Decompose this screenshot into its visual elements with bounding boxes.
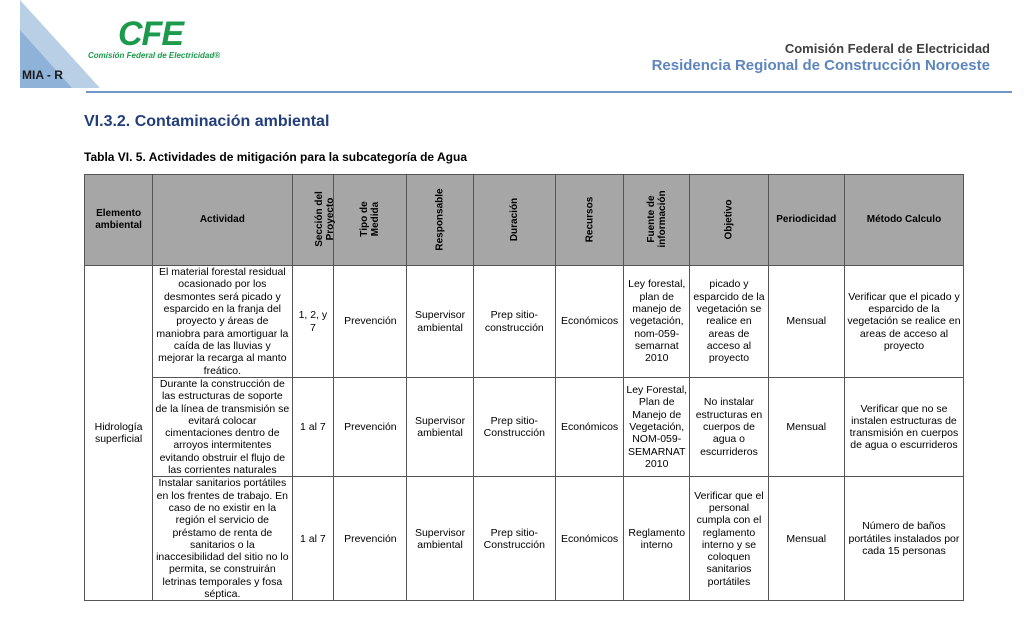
cell-objetivo: Verificar que el personal cumpla con el reglamento interno y se coloquen sanitarios portátiles <box>690 477 768 601</box>
cell-periodicidad: Mensual <box>768 477 844 601</box>
col-header-responsable: Responsable <box>407 175 473 266</box>
table-row <box>85 266 964 378</box>
cell-fuente: Ley Forestal, Plan de Manejo de Vegetación, NOM-059-SEMARNAT 2010 <box>624 378 690 477</box>
cell-metodo: Verificar que no se instalen estructuras de transmisión en cuerpos de agua o escurrideros <box>844 378 963 477</box>
col-header-objetivo: Objetivo <box>690 175 768 266</box>
cell-tipo: Prevención <box>334 378 407 477</box>
cell-periodicidad: Mensual <box>768 378 844 477</box>
doc-code: MIA - R <box>22 68 63 82</box>
cell-responsable: Supervisor ambiental <box>407 266 473 378</box>
table-row <box>85 477 964 601</box>
cell-recursos: Económicos <box>556 477 624 601</box>
cell-actividad: El material forestal residual ocasionado por los desmontes será picado y esparcido en la franja del proyecto y áreas de maniobra para amortiguar la caída de las lluvias y mejorar la recarga al manto freático. <box>153 266 292 378</box>
cell-tipo: Prevención <box>334 266 407 378</box>
org-division: Residencia Regional de Construcción Noroeste <box>651 57 990 74</box>
org-name: Comisión Federal de Electricidad <box>784 41 990 56</box>
col-header-metodo: Método Calculo <box>844 175 963 266</box>
col-header-elemento: Elemento ambiental <box>85 175 153 266</box>
cell-seccion: 1 al 7 <box>292 378 334 477</box>
cell-recursos: Económicos <box>556 266 624 378</box>
cell-duracion: Prep sitio-Construcción <box>473 477 555 601</box>
cfe-logo <box>88 15 223 65</box>
cell-recursos: Económicos <box>556 378 624 477</box>
section-title: VI.3.2. Contaminación ambiental <box>84 113 330 130</box>
logo-subtext: Comisión Federal de Electricidad® <box>88 51 221 60</box>
table-caption: Tabla VI. 5. Actividades de mitigación para la subcategoría de Agua <box>84 150 467 164</box>
cell-responsable: Supervisor ambiental <box>407 378 473 477</box>
cell-fuente: Reglamento interno <box>624 477 690 601</box>
cell-actividad: Instalar sanitarios portátiles en los frentes de trabajo. En caso de no existir en la región el servicio de préstamo de renta de sanitarios o la inaccesibilidad del sitio no lo permita, se construirán letrinas temporales y fosa séptica. <box>153 477 292 601</box>
cell-duracion: Prep sitio-Construcción <box>473 378 555 477</box>
col-header-actividad: Actividad <box>153 175 292 266</box>
cell-elemento: Hidrología superficial <box>85 266 153 601</box>
header-rule <box>86 91 1012 93</box>
logo-mark: CFE <box>118 15 183 53</box>
table-row <box>85 378 964 477</box>
cell-responsable: Supervisor ambiental <box>407 477 473 601</box>
cell-seccion: 1, 2, y 7 <box>292 266 334 378</box>
cell-tipo: Prevención <box>334 477 407 601</box>
cell-objetivo: No instalar estructuras en cuerpos de agua o escurrideros <box>690 378 768 477</box>
mitigation-table <box>84 174 964 601</box>
cell-fuente: Ley forestal, plan de manejo de vegetación, nom-059-semarnat 2010 <box>624 266 690 378</box>
cell-seccion: 1 al 7 <box>292 477 334 601</box>
cell-periodicidad: Mensual <box>768 266 844 378</box>
cell-objetivo: picado y esparcido de la vegetación se realice en areas de acceso al proyecto <box>690 266 768 378</box>
cell-duracion: Prep sitio-construcción <box>473 266 555 378</box>
col-header-recursos: Recursos <box>556 175 624 266</box>
cell-metodo: Verificar que el picado y esparcido de la vegetación se realice en areas de acceso al proyecto <box>844 266 963 378</box>
cell-actividad: Durante la construcción de las estructuras de soporte de la línea de transmisión se evitará colocar cimentaciones dentro de arroyos intermitentes evitando obstruir el flujo de las corrientes naturales <box>153 378 292 477</box>
col-header-seccion: Sección del Proyecto <box>292 175 334 266</box>
col-header-periodicidad: Periodicidad <box>768 175 844 266</box>
col-header-fuente: Fuente de información <box>624 175 690 266</box>
cell-metodo: Número de baños portátiles instalados por cada 15 personas <box>844 477 963 601</box>
col-header-tipo: Tipo de Medida <box>334 175 407 266</box>
table-header-row <box>85 175 964 266</box>
col-header-duracion: Duración <box>473 175 555 266</box>
